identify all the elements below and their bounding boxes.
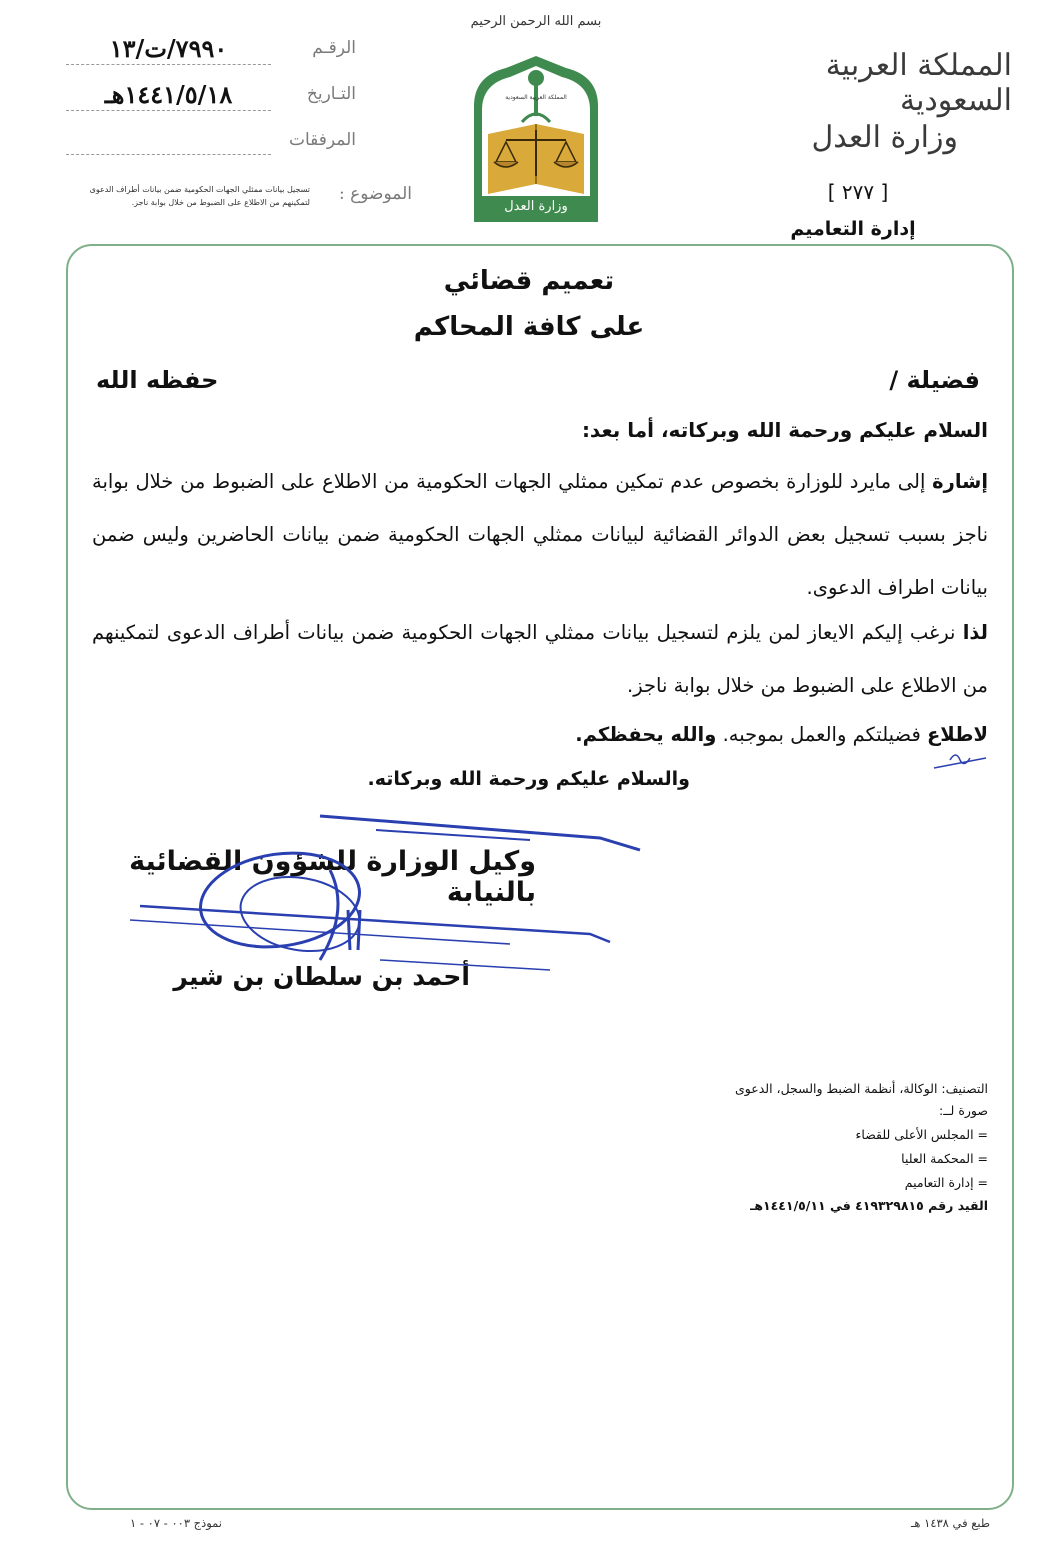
ministry-emblem bbox=[466, 14, 606, 220]
paragraph-2-lead: لذا bbox=[962, 621, 988, 644]
subject-label: الموضوع : bbox=[338, 184, 412, 204]
copy-to-circulars-dept: = إدارة التعاميم bbox=[904, 1175, 988, 1190]
circulars-department: إدارة التعاميم bbox=[790, 218, 916, 240]
reference-number-line bbox=[66, 64, 271, 65]
attachments-label: المرفقات bbox=[288, 130, 356, 150]
kingdom-name: المملكة العربية السعودية bbox=[825, 48, 1012, 118]
handwritten-signature bbox=[130, 810, 650, 990]
circular-number: [ ٢٧٧ ] bbox=[827, 180, 889, 204]
paragraph-2-text: نرغب إليكم الايعاز لمن يلزم لتسجيل بيانات ممثلي الجهات الحكومية ضمن بيانات أطراف الدعوى لتمكينهم من الاطلاع على الضبوط من خلال بوابة ناجز. bbox=[92, 621, 988, 697]
document-title: تعميم قضائي bbox=[443, 266, 615, 296]
reference-date-label: التـاريخ bbox=[306, 84, 356, 104]
reference-number-value: ٧٩٩٠/ت/١٣ bbox=[109, 34, 228, 63]
classification-line: التصنيف: الوكالة، أنظمة الضبط والسجل، الدعوى bbox=[735, 1081, 988, 1096]
subject-line-1: تسجيل بيانات ممثلي الجهات الحكومية ضمن بيانات أطراف الدعوى bbox=[89, 185, 310, 194]
paragraph-2 bbox=[92, 606, 988, 712]
registry-number: القيد رقم ٤١٩٣٢٩٨١٥ في ١٤٤١/٥/١١هـ bbox=[750, 1198, 988, 1213]
document-subtitle: على كافة المحاكم bbox=[413, 312, 645, 342]
paragraph-3 bbox=[92, 708, 988, 761]
reference-number-label: الرقـم bbox=[312, 38, 356, 58]
signatory-name: أحمد بن سلطان بن شير bbox=[173, 962, 470, 991]
reference-date-line bbox=[66, 110, 271, 111]
ministry-name: وزارة العدل bbox=[811, 120, 958, 155]
reference-date-value: ١٤٤١/٥/١٨هـ bbox=[104, 80, 233, 109]
greeting: السلام عليكم ورحمة الله وبركاته، أما بعد: bbox=[581, 418, 988, 442]
paragraph-3-lead: لاطلاع bbox=[926, 723, 988, 746]
bismillah: بسم الله الرحمن الرحيم bbox=[470, 14, 602, 29]
form-number: نموذج ٠٠٣ - ٠٧ - ١ bbox=[129, 1516, 222, 1530]
print-year: طبع في ١٤٣٨ هـ bbox=[911, 1516, 990, 1530]
signatory-title: وكيل الوزارة للشؤون القضائية بالنيابة bbox=[129, 846, 536, 908]
closing-salutation: والسلام عليكم ورحمة الله وبركاته. bbox=[367, 768, 690, 790]
honorific-blessing: حفظه الله bbox=[96, 366, 219, 394]
paragraph-1 bbox=[92, 455, 988, 614]
copy-to-supreme-council: = المجلس الأعلى للقضاء bbox=[855, 1127, 988, 1142]
copy-to-label: صورة لــ: bbox=[939, 1103, 988, 1118]
paragraph-1-text: إلى مايرد للوزارة بخصوص عدم تمكين ممثلي الجهات الحكومية من الاطلاع على الضبوط من خلال بوابة ناجز بسبب تسجيل بعض الدوائر القضائية لبيانات ممثلي الجهات الحكومية ضمن بيانات الحاضرين وليس ضمن بيانات اطراف الدعوى. bbox=[92, 470, 988, 599]
paragraph-1-lead: إشارة bbox=[932, 470, 989, 493]
subject-line-2: لتمكينهم من الاطلاع على الضبوط من خلال بوابة ناجز. bbox=[131, 198, 310, 207]
paragraph-3-tail: والله يحفظكم. bbox=[575, 723, 717, 746]
initials-mark bbox=[930, 744, 990, 774]
emblem-top-caption: المملكة العربية السعودية bbox=[505, 94, 567, 101]
attachments-line bbox=[66, 154, 271, 155]
emblem-caption: وزارة العدل bbox=[504, 199, 568, 214]
honorific-salutation: فضيلة / bbox=[889, 366, 980, 394]
copy-to-supreme-court: = المحكمة العليا bbox=[901, 1151, 988, 1166]
scales-of-justice-icon bbox=[466, 36, 606, 222]
paragraph-3-text: فضيلتكم والعمل بموجبه. bbox=[722, 723, 921, 746]
